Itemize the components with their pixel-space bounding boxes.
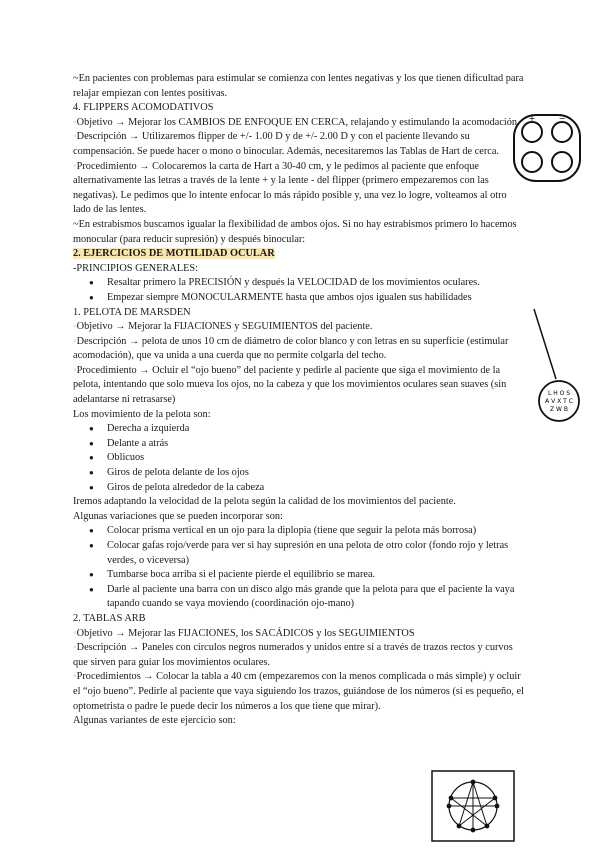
intro-note: ~En pacientes con problemas para estimular se comienza con lentes negativas y los que tienen dificultad para relajar empiezan con lentes positivas. <box>73 73 524 99</box>
bullet-marker: ◦ <box>73 364 77 376</box>
flippers-descripcion: ◦Descripción → Utilizaremos flipper de +/- 1.00 D y de +/- 2.00 D y con el paciente llevando su compensación. Se puede hacer o mono o binocular. Además, necesitaremos las Tablas de Hart de cerca. <box>73 131 499 157</box>
flipper-lens <box>522 122 542 142</box>
bullet-marker: ◦ <box>73 131 77 143</box>
variations-title: Algunas variaciones que se pueden incorporar son: <box>73 510 283 522</box>
marsden-ball-illustration <box>530 305 586 433</box>
list-item: ● Oblicuos <box>107 451 525 466</box>
flippers-heading: 4. FLIPPERS ACOMODATIVOS <box>73 102 214 114</box>
flippers-note: ~En estrabismos buscamos igualar la flexibilidad de ambos ojos. Si no hay estrabismos primero lo hacemos monocular (para reducir supresión) y después binocular: <box>73 218 517 245</box>
bullet-marker: ◦ <box>73 160 77 172</box>
marsden-procedimiento: ◦Procedimiento → Ocluir el “ojo bueno” del paciente y pedirle al paciente que siga el movimiento de la pelota, intentando que solo mueva los ojos, no la cabeza y que los movimientos oculares sean suaves (sin adelantarse ni retrasarse) <box>73 364 507 406</box>
marsden-heading: 1. PELOTA DE MARSDEN <box>73 306 191 318</box>
marsden-objetivo: ◦Objetivo → Mejorar la FIJACIONES y SEGUIMIENTOS del paciente. <box>73 321 373 333</box>
variations-list <box>73 524 525 612</box>
bullet-marker: ◦ <box>73 116 77 128</box>
list-item: ● Colocar gafas rojo/verde para ver si hay supresión en una pelota de otro color (fondo rojo y letras verdes, o viceversa) <box>107 539 525 568</box>
list-item: ● Delante a atrás <box>107 437 525 452</box>
marsden-descripcion: ◦Descripción → pelota de unos 10 cm de diámetro de color blanco y con letras en su superficie (estimular acomodación), que va unida a una cuerda que no permite colgarla del techo. <box>73 335 509 362</box>
bullet-marker: ◦ <box>73 335 77 347</box>
arb-descripcion: ◦Descripción → Paneles con círculos negros numerados y unidos entre sí a través de trazos rectos y curvos que sirven para guiar los movimientos oculares. <box>73 642 513 668</box>
ball-letters-row: A V X T C <box>545 398 573 405</box>
ball-letters-row: L H O S <box>547 390 571 397</box>
document-body <box>73 72 525 729</box>
section2-heading: 2. EJERCICIOS DE MOTILIDAD OCULAR <box>73 248 275 260</box>
principles-title: -PRINCIPIOS GENERALES: <box>73 262 199 274</box>
list-item: ● Empezar siempre MONOCULARMENTE hasta que ambos ojos igualen sus habilidades <box>107 291 525 306</box>
list-item: ● Giros de pelota delante de los ojos <box>107 466 525 481</box>
flipper-lens <box>552 122 572 142</box>
arb-objetivo: ◦Objetivo → Mejorar las FIJACIONES, los SACÁDICOS y los SEGUIMIENTOS <box>73 627 415 639</box>
bullet-marker: ◦ <box>73 642 77 654</box>
list-item: ● Tumbarse boca arriba si el paciente pierde el equilibrio se marea. <box>107 568 525 583</box>
list-item: ● Giros de pelota alrededor de la cabeza <box>107 481 525 496</box>
bullet-marker: ◦ <box>73 321 77 333</box>
flipper-minus-sign: − <box>558 114 566 123</box>
ball-string <box>534 309 556 379</box>
flippers-procedimiento: ◦Procedimiento → Colocaremos la carta de Hart a 30-40 cm, y le pedimos al paciente que enfoque alternativamente las letras a través de la lente + y la lente - del flipper (primero empezaremos con las negativas). Le pedimos que lo intente enfocar lo más rápido posible y, una vez lo logre, volteamos al otro lado de las lentes. <box>73 160 507 216</box>
speed-note: Iremos adaptando la velocidad de la pelota según la calidad de los movimientos del paciente. <box>73 496 456 508</box>
bullet-marker: ◦ <box>73 627 77 639</box>
flipper-lens <box>552 152 572 172</box>
list-item: ● Derecha a izquierda <box>107 422 525 437</box>
flippers-objetivo: ◦Objetivo → Mejorar los CAMBIOS DE ENFOQUE EN CERCA, relajando y estimulando la acomodación. <box>73 116 520 128</box>
ball-letters-row: Z W B <box>550 406 568 413</box>
bullet-marker: ◦ <box>73 671 77 683</box>
arb-variants-title: Algunas variantes de este ejercicio son: <box>73 715 236 727</box>
arb-procedimiento: ◦Procedimientos → Colocar la tabla a 40 cm (empezaremos con la menos complicada o más simple) y ocluir el “ojo bueno”. Pedirle al paciente que vaya siguiendo los trazos, guiándose de los números (si es pequeño, el optometrista o padre le puede decir los números a los que tiene que mirar). <box>73 671 524 712</box>
list-item: ● Colocar prisma vertical en un ojo para la diplopia (tiene que seguir la pelota más borrosa) <box>107 524 525 539</box>
movements-title: Los movimiento de la pelota son: <box>73 408 211 420</box>
flipper-illustration <box>510 112 584 184</box>
movements-list <box>73 422 525 495</box>
arb-heading: 2. TABLAS ARB <box>73 612 146 624</box>
principles-list <box>73 276 525 305</box>
list-item: ● Darle al paciente una barra con un disco algo más grande que la pelota para que el paciente la vaya tapando cuando se vaya moviendo (coordinación ojo-mano) <box>107 583 525 612</box>
list-item: ● Resaltar primero la PRECISIÓN y después la VELOCIDAD de los movimientos oculares. <box>107 276 525 291</box>
arb-table-illustration <box>431 770 515 842</box>
flipper-plus-sign: + <box>528 114 536 123</box>
flipper-lens <box>522 152 542 172</box>
